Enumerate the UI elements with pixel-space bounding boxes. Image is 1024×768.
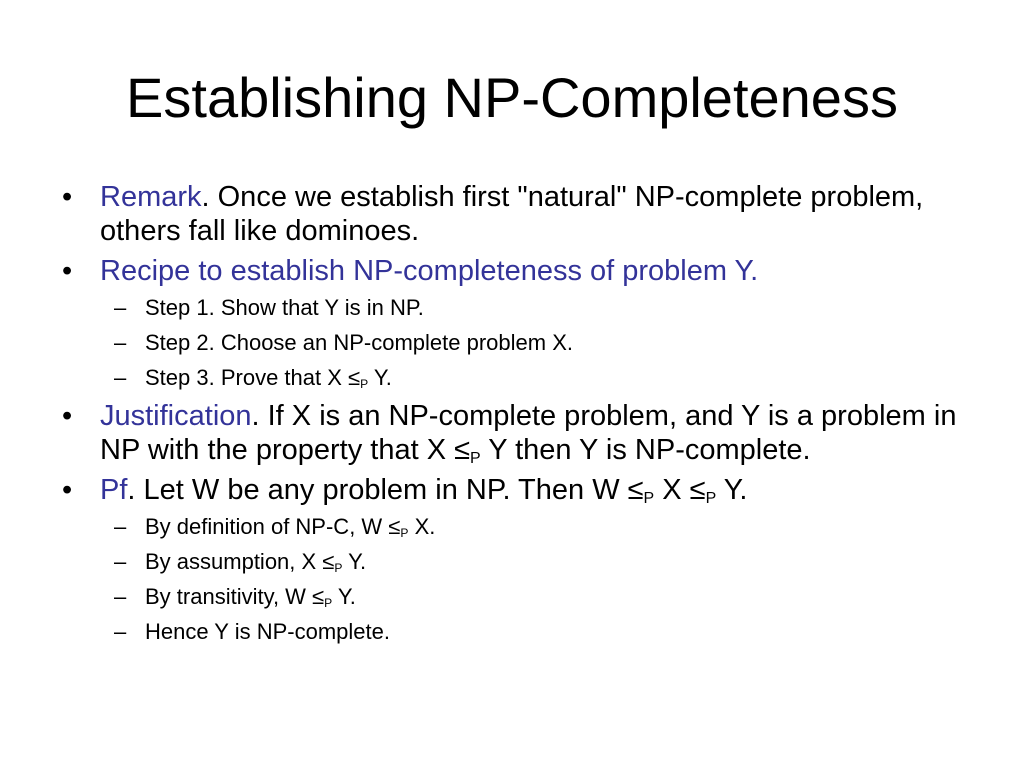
- bullet-recipe: [60, 254, 960, 288]
- bullet-remark: [60, 180, 960, 248]
- sub-bullet-assumption: [60, 548, 960, 575]
- subscript-p: P: [334, 561, 343, 576]
- sub-bullet-conclusion: [60, 618, 960, 645]
- justification-text-end: Y then Y is NP-complete.: [480, 434, 811, 466]
- transitivity-text-end: Y.: [332, 584, 356, 609]
- bullet-dot: •: [62, 400, 73, 432]
- sub-bullet-definition: [60, 513, 960, 540]
- sub-bullet-dash: –: [114, 584, 127, 609]
- step-3-text-end: Y.: [368, 365, 392, 390]
- slide-body: [60, 180, 960, 653]
- definition-text-end: X.: [408, 514, 436, 539]
- conclusion-text: Hence Y is NP-complete.: [145, 619, 390, 644]
- subscript-p: P: [643, 489, 655, 507]
- sub-bullet-transitivity: [60, 583, 960, 610]
- recipe-lead: Recipe to establish NP-completeness of problem Y.: [100, 255, 759, 287]
- justification-lead: Justification: [100, 400, 252, 432]
- sub-bullet-dash: –: [114, 514, 127, 539]
- remark-lead: Remark: [100, 181, 202, 213]
- assumption-text: By assumption, X ≤: [145, 549, 335, 574]
- sub-bullet-step-3: [60, 364, 960, 391]
- subscript-p: P: [400, 526, 409, 541]
- bullet-dot: •: [62, 181, 73, 213]
- subscript-p: P: [470, 449, 481, 467]
- proof-text-1: . Let W be any problem in NP. Then W ≤: [127, 474, 644, 506]
- subscript-p: P: [705, 489, 717, 507]
- justification-text: . If X is an NP-complete problem, and Y is a problem in NP with the property that X ≤: [100, 400, 957, 466]
- slide-title: Establishing NP-Completeness: [126, 66, 898, 129]
- proof-text-2: X ≤: [654, 474, 706, 506]
- step-2-text: Step 2. Choose an NP-complete problem X.: [145, 330, 574, 355]
- definition-text: By definition of NP-C, W ≤: [145, 514, 401, 539]
- sub-bullet-step-2: [60, 329, 960, 356]
- step-3-text: Step 3. Prove that X ≤: [145, 365, 361, 390]
- sub-bullet-dash: –: [114, 365, 127, 390]
- sub-bullet-step-1: [60, 294, 960, 321]
- bullet-dot: •: [62, 255, 73, 287]
- sub-bullet-dash: –: [114, 619, 127, 644]
- subscript-p: P: [324, 596, 333, 611]
- sub-bullet-dash: –: [114, 549, 127, 574]
- assumption-text-end: Y.: [342, 549, 367, 574]
- remark-text: . Once we establish first "natural" NP-complete problem, others fall like dominoes.: [100, 181, 924, 247]
- proof-lead: Pf: [100, 474, 128, 506]
- bullet-dot: •: [62, 474, 73, 506]
- proof-text-3: Y.: [716, 474, 748, 506]
- bullet-justification: [60, 399, 960, 467]
- transitivity-text: By transitivity, W ≤: [145, 584, 325, 609]
- bullet-proof: [60, 473, 960, 507]
- sub-bullet-dash: –: [114, 330, 127, 355]
- sub-bullet-dash: –: [114, 295, 127, 320]
- step-1-text: Step 1. Show that Y is in NP.: [145, 295, 424, 320]
- subscript-p: P: [360, 377, 369, 392]
